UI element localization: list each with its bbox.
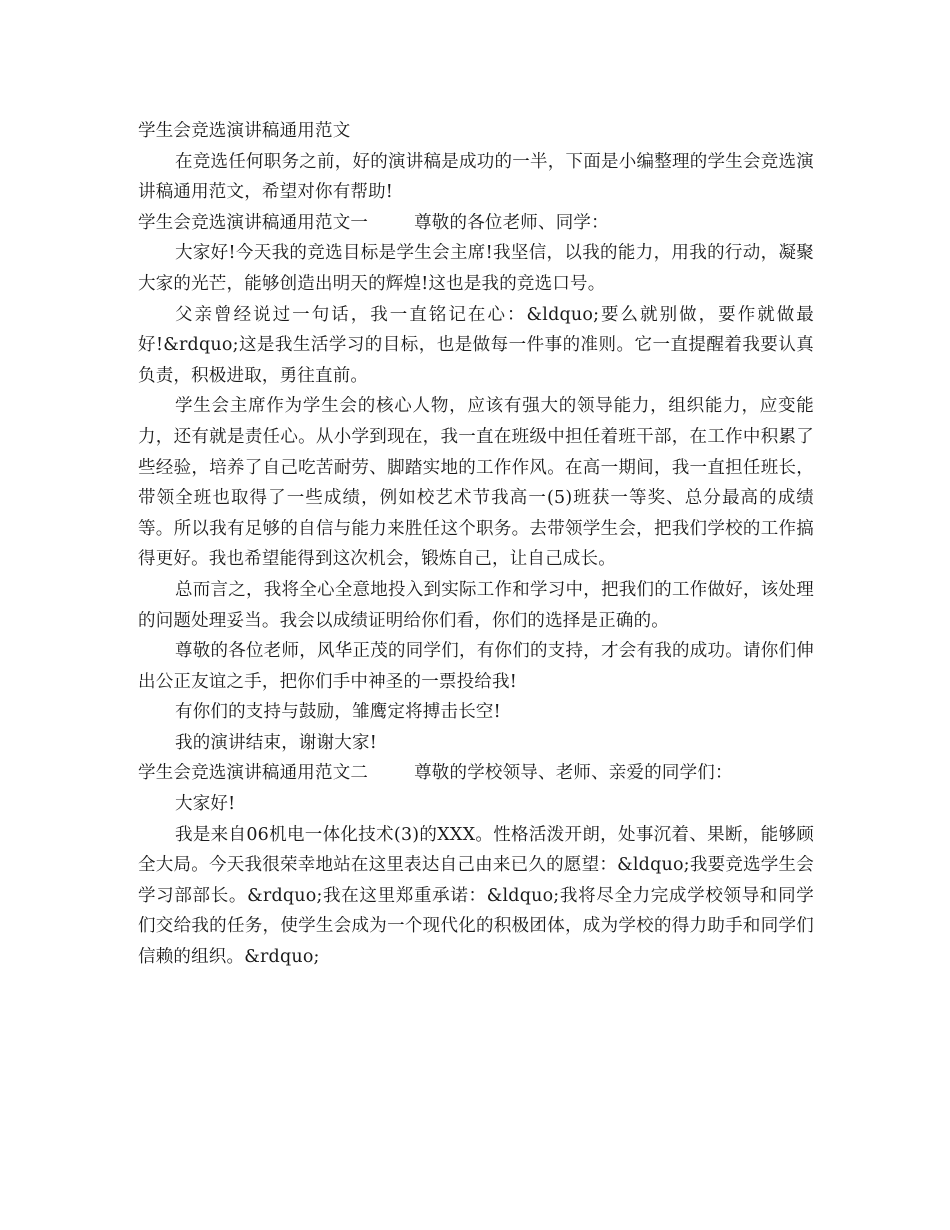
section-1-paragraph: 我的演讲结束，谢谢大家! [175, 732, 377, 753]
section-1-heading-line [138, 208, 814, 239]
section-1-paragraph: 学生会主席作为学生会的核心人物，应该有强大的领导能力，组织能力，应变能力，还有就是责任心。从小学到现在，我一直在班级中担任着班干部，在工作中积累了些经验，培养了自己吃苦耐劳、脚踏实地的工作作风。在高一期间，我一直担任班长，带领全班也取得了一些成绩，例如校艺术节我高一(5)班获一等奖、总分最高的成绩等。所以我有足够的自信与能力来胜任这个职务。去带领学生会，把我们学校的工作搞得更好。我也希望能得到这次机会，锻炼自己，让自己成长。 [138, 396, 814, 570]
section-2-greeting: 尊敬的学校领导、老师、亲爱的同学们： [414, 763, 733, 784]
section-2-paragraph: 大家好! [175, 794, 236, 815]
section-1-paragraph: 总而言之，我将全心全意地投入到实际工作和学习中，把我们的工作做好，该处理的问题处理妥当。我会以成绩证明给你们看，你们的选择是正确的。 [138, 579, 814, 631]
section-2-paragraph: 我是来自06机电一体化技术(3)的XXX。性格活泼开朗，处事沉着、果断，能够顾全大局。今天我很荣幸地站在这里表达自己由来已久的愿望：&ldquo;我要竞选学生会学习部部长。&rdquo;我在这里郑重承诺：&ldquo;我将尽全力完成学校领导和同学们交给我的任务，使学生会成为一个现代化的积极团体，成为学校的得力助手和同学们信赖的组织。&rdquo; [138, 824, 814, 968]
section-1-paragraph: 父亲曾经说过一句话，我一直铭记在心：&ldquo;要么就别做，要作就做最好!&rdquo;这是我生活学习的目标，也是做每一件事的准则。它一直提醒着我要认真负责，积极进取，勇往直前。 [138, 304, 814, 386]
section-1-heading: 学生会竞选演讲稿通用范文一 [138, 212, 369, 233]
section-2-heading: 学生会竞选演讲稿通用范文二 [138, 763, 369, 784]
section-1-greeting: 尊敬的各位老师、同学： [414, 212, 609, 233]
section-1-paragraph: 尊敬的各位老师，风华正茂的同学们，有你们的支持，才会有我的成功。请你们伸出公正友谊之手，把你们手中神圣的一票投给我! [138, 641, 814, 692]
intro-paragraph: 在竞选任何职务之前，好的演讲稿是成功的一半，下面是小编整理的学生会竞选演讲稿通用范文，希望对你有帮助! [138, 151, 814, 203]
section-1-paragraph: 大家好!今天我的竞选目标是学生会主席!我坚信，以我的能力，用我的行动，凝聚大家的光芒，能够创造出明天的辉煌!这也是我的竞选口号。 [138, 243, 814, 294]
section-1-paragraph: 有你们的支持与鼓励，雏鹰定将搏击长空! [175, 702, 501, 723]
section-2-heading-line [138, 758, 814, 789]
document-title: 学生会竞选演讲稿通用范文 [138, 121, 351, 141]
document-page [138, 116, 814, 973]
